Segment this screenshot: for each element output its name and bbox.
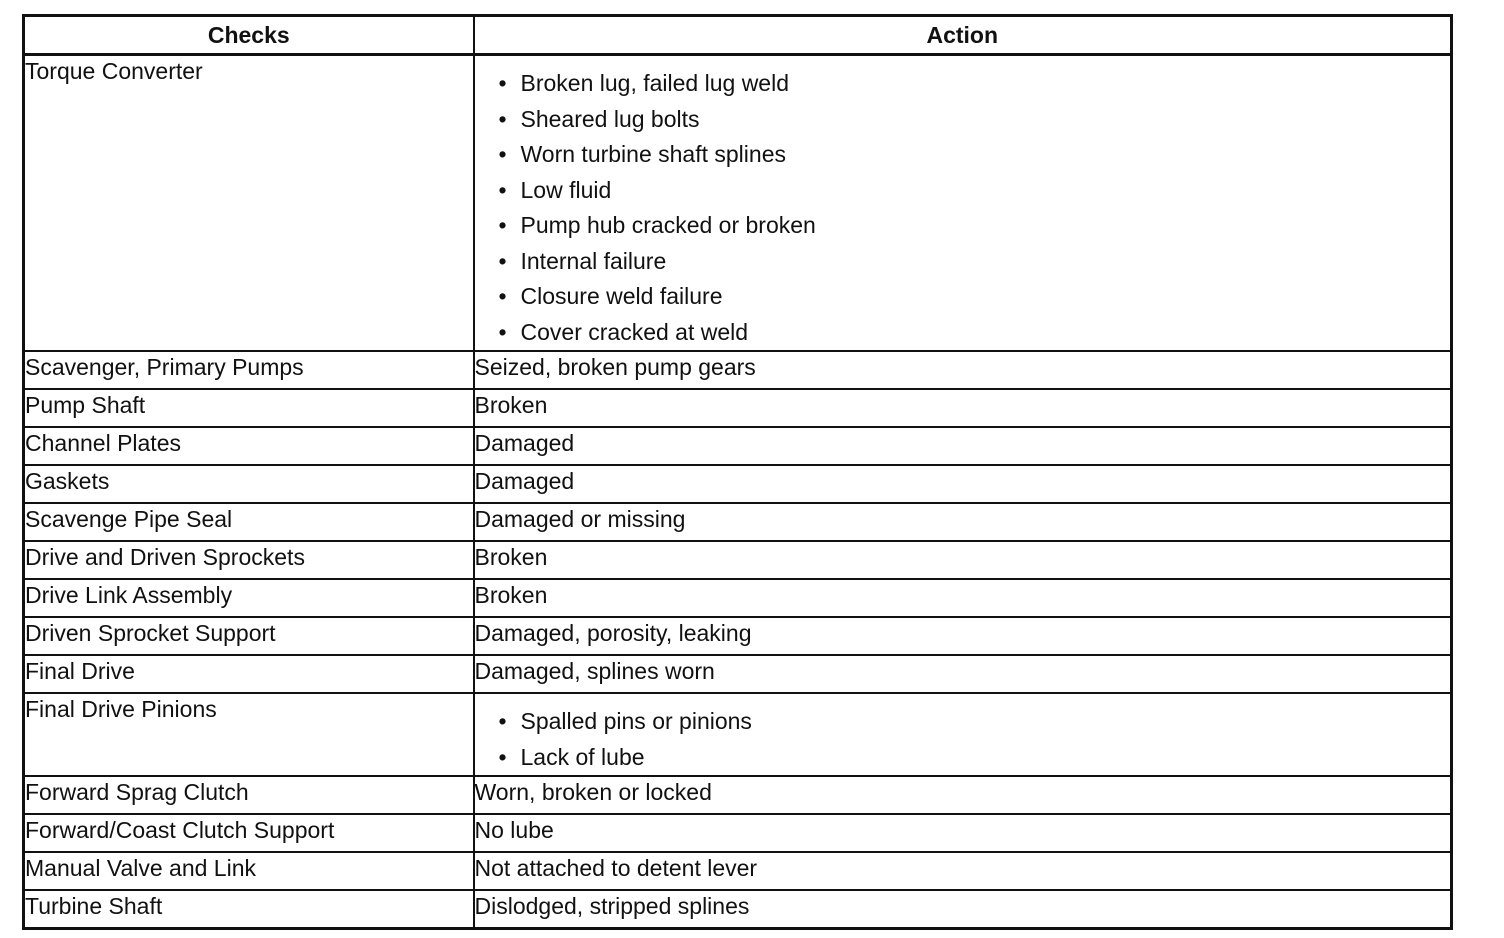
check-cell: Forward Sprag Clutch [24, 776, 474, 814]
check-cell: Scavenge Pipe Seal [24, 503, 474, 541]
action-bullet-item: • Sheared lug bolts [499, 102, 1451, 138]
action-bullet-item: • Broken lug, failed lug weld [499, 66, 1451, 102]
action-bullet-list [475, 56, 1451, 350]
action-bullet-item: • Spalled pins or pinions [499, 704, 1451, 740]
check-cell: Final Drive [24, 655, 474, 693]
action-cell: Broken [474, 579, 1452, 617]
action-bullet-item: • Cover cracked at weld [499, 315, 1451, 351]
table-row [24, 890, 1452, 929]
action-cell [474, 55, 1452, 352]
header-row [24, 16, 1452, 55]
action-cell: Damaged, porosity, leaking [474, 617, 1452, 655]
check-cell: Turbine Shaft [24, 890, 474, 929]
check-cell: Manual Valve and Link [24, 852, 474, 890]
action-bullet-list [475, 694, 1451, 775]
action-cell [474, 693, 1452, 776]
checks-action-table [22, 14, 1453, 930]
check-cell: Forward/Coast Clutch Support [24, 814, 474, 852]
action-cell: Damaged or missing [474, 503, 1452, 541]
table-row [24, 693, 1452, 776]
table-row [24, 427, 1452, 465]
check-cell: Drive and Driven Sprockets [24, 541, 474, 579]
action-bullet-item: • Closure weld failure [499, 279, 1451, 315]
action-cell: Dislodged, stripped splines [474, 890, 1452, 929]
check-cell: Scavenger, Primary Pumps [24, 351, 474, 389]
action-bullet-item: • Worn turbine shaft splines [499, 137, 1451, 173]
table-row [24, 579, 1452, 617]
check-cell: Drive Link Assembly [24, 579, 474, 617]
action-cell: Not attached to detent lever [474, 852, 1452, 890]
table-row [24, 351, 1452, 389]
check-cell: Driven Sprocket Support [24, 617, 474, 655]
header-action: Action [474, 16, 1452, 55]
action-cell: Broken [474, 541, 1452, 579]
header-checks: Checks [24, 16, 474, 55]
table-row [24, 55, 1452, 352]
table-row [24, 465, 1452, 503]
table-row [24, 776, 1452, 814]
check-cell: Gaskets [24, 465, 474, 503]
action-cell: Damaged [474, 465, 1452, 503]
action-bullet-item: • Pump hub cracked or broken [499, 208, 1451, 244]
action-cell: Seized, broken pump gears [474, 351, 1452, 389]
action-cell: Broken [474, 389, 1452, 427]
table-row [24, 503, 1452, 541]
action-bullet-item: • Internal failure [499, 244, 1451, 280]
action-bullet-item: • Low fluid [499, 173, 1451, 209]
table-row [24, 617, 1452, 655]
action-cell: Worn, broken or locked [474, 776, 1452, 814]
table-row [24, 541, 1452, 579]
table-row [24, 852, 1452, 890]
check-cell: Final Drive Pinions [24, 693, 474, 776]
action-cell: Damaged [474, 427, 1452, 465]
action-cell: Damaged, splines worn [474, 655, 1452, 693]
table-row [24, 655, 1452, 693]
table-row [24, 389, 1452, 427]
table-row [24, 814, 1452, 852]
check-cell: Torque Converter [24, 55, 474, 352]
check-cell: Channel Plates [24, 427, 474, 465]
check-cell: Pump Shaft [24, 389, 474, 427]
action-cell: No lube [474, 814, 1452, 852]
action-bullet-item: • Lack of lube [499, 740, 1451, 776]
